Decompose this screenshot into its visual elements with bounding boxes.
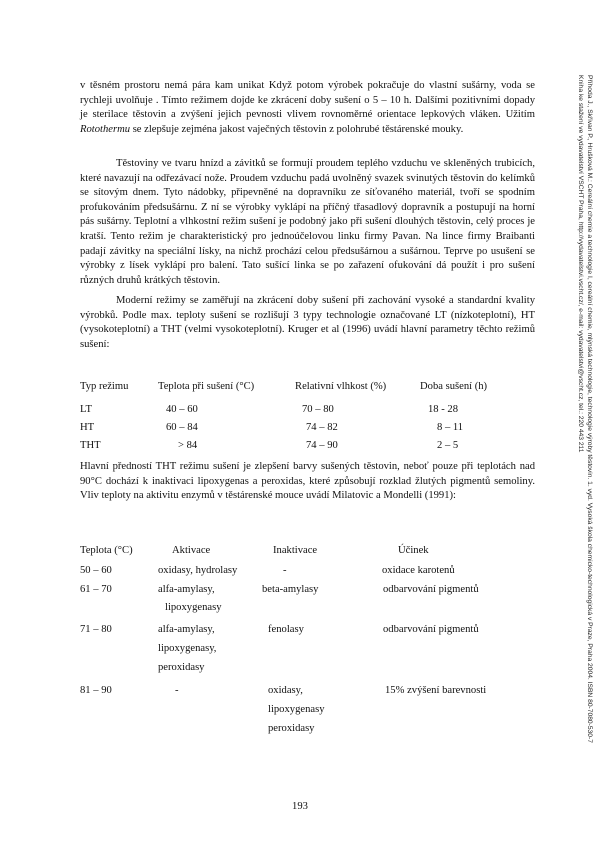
table-cell: LT [80,404,92,415]
paragraph-rototherm-text-1: v těsném prostoru nemá pára kam unikat Když potom výrobek pokračuje do vlastní sušárny, voda se rychleji uvolňuje . Tímto režimem dojde ke zkrácení doby sušení o 5 – 10 h. Dalšími pozitivními dopady je sterilace těstovin a zvýšení jejich pevnosti vlivem rovnoměrné orientace lepkových vláken. Užitím [80,80,535,121]
table-cell: 18 - 28 [428,404,459,415]
citation-sidebar-text [563,75,593,835]
table-row [0,403,600,417]
table-cell: HT [80,422,95,433]
drying-table-header [0,380,600,394]
table-cell: peroxidasy [268,723,315,734]
paragraph-tht-advantage: Hlavní předností THT režimu sušení je zlepšení barvy sušených těstovin, neboť pouze při teplotách nad 90°C dochází k inaktivaci lipoxygenas a peroxidas, které způsobují rozklad žlutých pigmentů semoliny. Vliv teploty na aktivitu enzymů v těstárenské mouce uvádí Milatovic a Mondelli (1991): [80,461,535,502]
paragraph-rototherm [80,79,535,137]
header-humidity: Relativní vlhkost (%) [295,381,387,392]
table-row [0,564,600,578]
paragraph-nests: Těstoviny ve tvaru hnízd a závitků se formují proudem teplého vzduchu ve skleněných trubicích, které navazují na odřezávací nože. Proudem vzduchu padá uvolněný svazek svinutých těstovin do kelímků se sítovým dnem. Tyto nádobky, připevněné na dopravníku ze síťovaného materiál, tvoří se spodním profukováním předsušárnu. Z ní se výrobky vyklápí na příčný třasadlový dopravník a postupují na horní pás sušárny. Teplotní a vlhkostní režim sušení je podobný jako při sušení dlouhých těstovin, celý proces je kratší. Tento režim je charakteristický pro jednoúčelovou linku firmy Pavan. Na lince firmy Braibanti padají závitky na speciální lísky, na nichž prochází celou předsušárnou a sušárnou. Teprve po usušení se výrobky z lísek vyklápí pro balení. Tato sušící linka se po zařazení ofukování dá použít i pro sušení různých druhů krátkých těstovin. [80,158,535,286]
rototherm-term: Rotothermu [80,123,131,135]
table-cell: 60 – 84 [166,422,198,433]
table-cell: peroxidasy [158,662,205,673]
header-effect: Účinek [398,545,429,556]
table-row [0,684,600,698]
header-temperature: Teplota (°C) [80,545,133,556]
table-cell: 71 – 80 [80,624,112,635]
table-cell: oxidasy, hydrolasy [158,565,238,576]
table-cell: oxidasy, [268,685,303,696]
table-cell: beta-amylasy [262,584,319,595]
header-drying-time: Doba sušení (h) [420,381,488,392]
table-cell: 2 – 5 [437,440,459,451]
table-row [0,583,600,597]
paragraph-modern-regimes: Moderní režimy se zaměřují na zkrácení doby sušení při zachování vysoké a standardní kvality výrobků. Podle max. teploty sušení se rozlišují 3 typy technologie označované LT (nízkoteplotní), HT (vysokoteplotní) a THT (velmi vysokoteplotní). Kruger et al (1996) uvádí hlavní parametry těchto režimů sušení: [80,295,535,350]
table-cell: lipoxygenasy [268,704,325,715]
table-cell: 70 – 80 [302,404,334,415]
citation-sidebar [563,75,593,835]
table-cell: 15% zvýšení barevnosti [385,685,487,696]
table-row [0,421,600,435]
table-cell: - [175,685,179,696]
table-cell: > 84 [178,440,198,451]
download-info-line: Kniha ke stažení ve vydavatelství VŠCHT Praha, http://vydavatelstvi.vscht.cz/, e-mail: vydavatelstvi@vscht.cz, tel.: 220 443 211 [577,75,585,453]
table-cell: alfa-amylasy, [158,624,215,635]
table-cell: fenolasy [268,624,304,635]
header-inactivation: Inaktivace [273,545,318,556]
table-cell: odbarvování pigmentů [383,584,479,595]
table-cell: 81 – 90 [80,685,112,696]
table-row [0,722,600,736]
table-cell: 8 – 11 [437,422,464,433]
citation-line: Příhoda J., Skřivan P., Hrušková M.: Cereální chemie a technologie I, cereální chemie, mlýnská technologie, technologie výroby těstovin. 1. vyd. Vysoká škola chemicko-technologická v Praze, Praha 2004. ISBN 80-7080-530-7 [586,75,593,743]
table-row [0,703,600,717]
paragraph-rototherm-text-2: se zlepšuje zejména jakost vaječných těstovin z polohrubé těstárenské mouky. [132,123,464,135]
table-cell: 50 – 60 [80,565,112,576]
table-cell: alfa-amylasy, [158,584,215,595]
table-cell: 74 – 90 [306,440,338,451]
table-row [0,642,600,656]
table-row [0,623,600,637]
table-cell: 74 – 82 [306,422,338,433]
table-cell: THT [80,440,101,451]
header-temperature: Teplota při sušení (°C) [158,381,255,392]
table-cell: lipoxygenasy, [158,643,217,654]
table-cell: oxidace karotenů [382,565,455,576]
table-cell: 61 – 70 [80,584,112,595]
table-cell: - [283,565,287,576]
table-row [0,439,600,453]
table-row [0,661,600,675]
page-number: 193 [292,801,308,812]
table-cell: 40 – 60 [166,404,198,415]
enzyme-table-header [0,544,600,558]
table-cell: odbarvování pigmentů [383,624,479,635]
header-regime-type: Typ režimu [80,381,129,392]
table-row [0,601,600,615]
table-cell: lipoxygenasy [165,602,222,613]
header-activation: Aktivace [172,545,211,556]
